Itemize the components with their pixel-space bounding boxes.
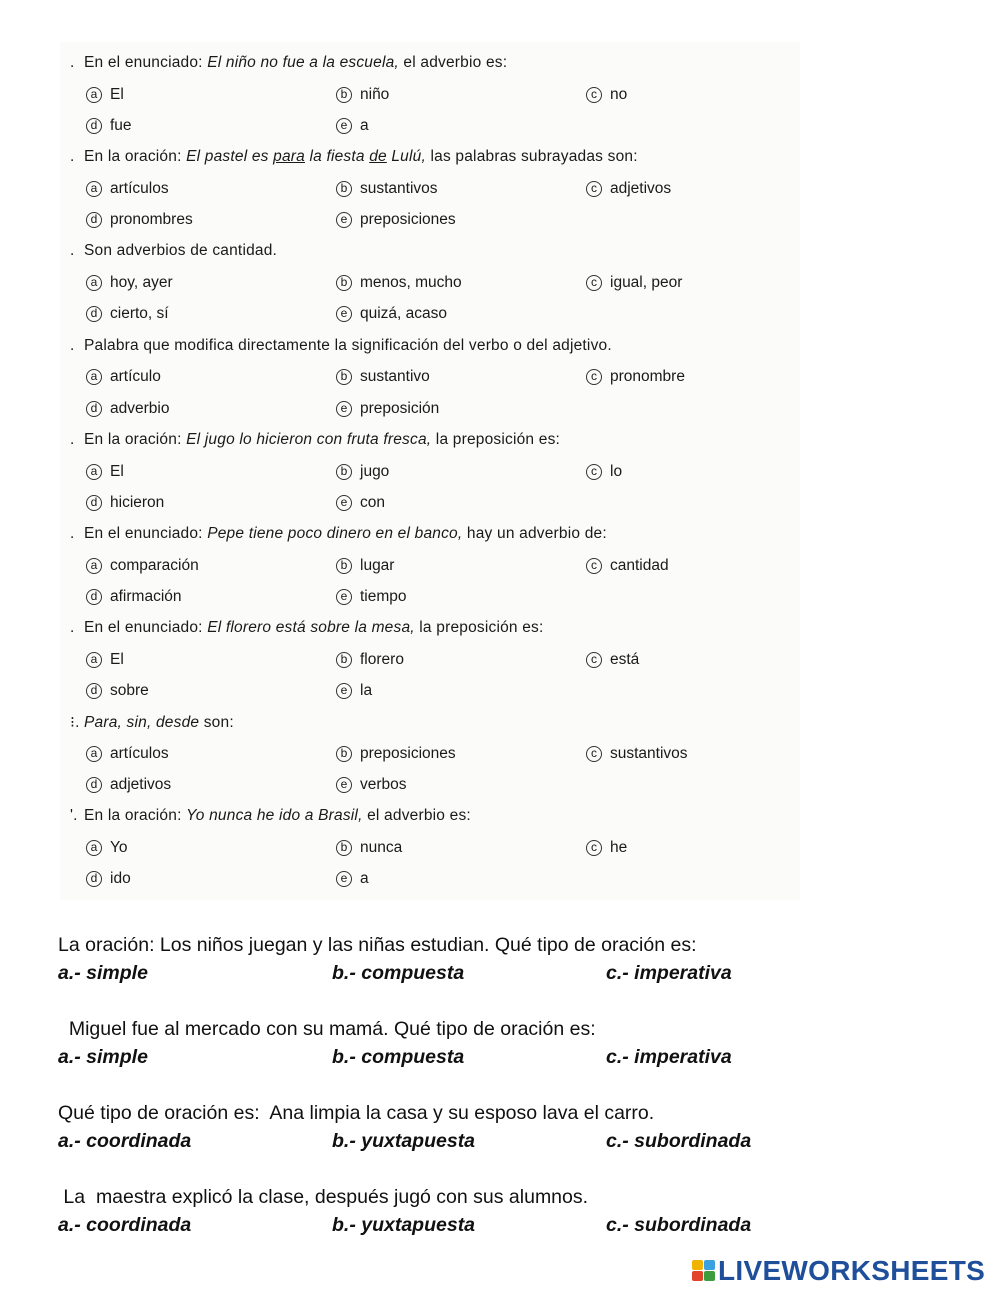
option-3a[interactable]: a hoy, ayer <box>86 274 173 292</box>
option-letter-badge: c <box>586 369 602 385</box>
option-1d[interactable]: d fue <box>86 117 132 135</box>
option-letter-badge: e <box>336 212 352 228</box>
option-5b[interactable]: b jugo <box>336 463 389 481</box>
option-2a[interactable]: a artículos <box>86 180 169 198</box>
option-letter-badge: b <box>336 369 352 385</box>
option-3e[interactable]: e quizá, acaso <box>336 305 447 323</box>
option-letter-badge: c <box>586 87 602 103</box>
option-8c[interactable]: c sustantivos <box>586 745 688 763</box>
underlined-word: de <box>369 148 387 165</box>
option-8d[interactable]: d adjetivos <box>86 776 171 794</box>
option-letter-badge: b <box>336 275 352 291</box>
option-letter-badge: d <box>86 118 102 134</box>
option-2d[interactable]: d pronombres <box>86 211 193 229</box>
answer-1a[interactable]: a.- simple <box>58 962 148 984</box>
typed-question-1: La oración: Los niños juegan y las niñas estudian. Qué tipo de oración es: <box>58 934 697 956</box>
option-letter-badge: e <box>336 871 352 887</box>
logo-blocks-icon <box>692 1260 716 1282</box>
option-4c[interactable]: c pronombre <box>586 368 685 386</box>
option-7d[interactable]: d sobre <box>86 682 149 700</box>
answer-1b[interactable]: b.- compuesta <box>332 962 465 984</box>
option-letter-badge: c <box>586 558 602 574</box>
option-letter-badge: c <box>586 840 602 856</box>
underlined-word: para <box>273 148 305 165</box>
option-letter-badge: a <box>86 652 102 668</box>
option-letter-badge: d <box>86 495 102 511</box>
option-1c[interactable]: c no <box>586 86 627 104</box>
typed-question-3: Qué tipo de oración es: Ana limpia la casa y su esposo lava el carro. <box>58 1102 655 1124</box>
option-7e[interactable]: e la <box>336 682 372 700</box>
option-letter-badge: e <box>336 118 352 134</box>
option-2c[interactable]: c adjetivos <box>586 180 671 198</box>
scanned-worksheet <box>60 42 800 900</box>
option-2b[interactable]: b sustantivos <box>336 180 438 198</box>
option-letter-badge: d <box>86 589 102 605</box>
option-4a[interactable]: a artículo <box>86 368 161 386</box>
option-2e[interactable]: e preposiciones <box>336 211 456 229</box>
option-6e[interactable]: e tiempo <box>336 588 407 606</box>
answer-4a[interactable]: a.- coordinada <box>58 1214 192 1236</box>
option-letter-badge: b <box>336 464 352 480</box>
option-letter-badge: b <box>336 87 352 103</box>
question-8: ⁝. Para, sin, desde son: <box>70 714 234 731</box>
option-6c[interactable]: c cantidad <box>586 557 669 575</box>
option-5a[interactable]: a El <box>86 463 124 481</box>
option-letter-badge: c <box>586 652 602 668</box>
option-letter-badge: e <box>336 495 352 511</box>
option-letter-badge: a <box>86 87 102 103</box>
option-letter-badge: a <box>86 181 102 197</box>
question-2: . En la oración: El pastel es para la fiesta de Lulú, las palabras subrayadas son: <box>70 148 638 165</box>
option-4b[interactable]: b sustantivo <box>336 368 430 386</box>
option-6a[interactable]: a comparación <box>86 557 199 575</box>
answer-3b[interactable]: b.- yuxtapuesta <box>332 1130 476 1152</box>
option-letter-badge: d <box>86 212 102 228</box>
option-letter-badge: c <box>586 275 602 291</box>
option-letter-badge: d <box>86 871 102 887</box>
option-letter-badge: a <box>86 275 102 291</box>
option-letter-badge: d <box>86 683 102 699</box>
option-1b[interactable]: b niño <box>336 86 389 104</box>
option-letter-badge: b <box>336 746 352 762</box>
option-4d[interactable]: d adverbio <box>86 400 169 418</box>
answer-4c[interactable]: c.- subordinada <box>606 1214 752 1236</box>
option-8e[interactable]: e verbos <box>336 776 407 794</box>
option-letter-badge: e <box>336 683 352 699</box>
question-5: . En la oración: El jugo lo hicieron con fruta fresca, la preposición es: <box>70 431 561 448</box>
option-letter-badge: a <box>86 558 102 574</box>
answer-3a[interactable]: a.- coordinada <box>58 1130 192 1152</box>
answer-1c[interactable]: c.- imperativa <box>606 962 732 984</box>
option-letter-badge: a <box>86 840 102 856</box>
option-letter-badge: c <box>586 746 602 762</box>
option-letter-badge: a <box>86 369 102 385</box>
question-4: . Palabra que modifica directamente la significación del verbo o del adjetivo. <box>70 337 612 354</box>
option-letter-badge: d <box>86 306 102 322</box>
option-7c[interactable]: c está <box>586 651 639 669</box>
option-5d[interactable]: d hicieron <box>86 494 164 512</box>
option-letter-badge: e <box>336 777 352 793</box>
option-letter-badge: e <box>336 401 352 417</box>
option-1e[interactable]: e a <box>336 117 369 135</box>
option-8a[interactable]: a artículos <box>86 745 169 763</box>
option-6d[interactable]: d afirmación <box>86 588 182 606</box>
answer-2c[interactable]: c.- imperativa <box>606 1046 732 1068</box>
logo-text: LIVEWORKSHEETS <box>718 1255 986 1286</box>
option-letter-badge: e <box>336 306 352 322</box>
option-letter-badge: a <box>86 746 102 762</box>
option-5c[interactable]: c lo <box>586 463 622 481</box>
answer-3c[interactable]: c.- subordinada <box>606 1130 752 1152</box>
answer-2a[interactable]: a.- simple <box>58 1046 148 1068</box>
option-5e[interactable]: e con <box>336 494 385 512</box>
answer-4b[interactable]: b.- yuxtapuesta <box>332 1214 476 1236</box>
question-6: . En el enunciado: Pepe tiene poco dinero en el banco, hay un adverbio de: <box>70 525 607 542</box>
option-3b[interactable]: b menos, mucho <box>336 274 462 292</box>
answer-2b[interactable]: b.- compuesta <box>332 1046 465 1068</box>
option-letter-badge: b <box>336 181 352 197</box>
option-3c[interactable]: c igual, peor <box>586 274 682 292</box>
option-1a[interactable]: a El <box>86 86 124 104</box>
typed-question-4: La maestra explicó la clase, después jugó con sus alumnos. <box>58 1186 589 1208</box>
question-3: . Son adverbios de cantidad. <box>70 242 278 259</box>
typed-question-2: Miguel fue al mercado con su mamá. Qué tipo de oración es: <box>58 1018 596 1040</box>
option-letter-badge: b <box>336 558 352 574</box>
option-9d[interactable]: d ido <box>86 870 131 888</box>
option-6b[interactable]: b lugar <box>336 557 394 575</box>
option-letter-badge: c <box>586 464 602 480</box>
option-9a[interactable]: a Yo <box>86 839 128 857</box>
option-letter-badge: d <box>86 401 102 417</box>
option-7a[interactable]: a El <box>86 651 124 669</box>
option-9b[interactable]: b nunca <box>336 839 402 857</box>
question-7: . En el enunciado: El florero está sobre la mesa, la preposición es: <box>70 619 544 636</box>
option-letter-badge: e <box>336 589 352 605</box>
option-9e[interactable]: e a <box>336 870 369 888</box>
option-9c[interactable]: c he <box>586 839 627 857</box>
option-letter-badge: b <box>336 652 352 668</box>
option-8b[interactable]: b preposiciones <box>336 745 456 763</box>
option-3d[interactable]: d cierto, sí <box>86 305 169 323</box>
option-letter-badge: b <box>336 840 352 856</box>
question-9: '. En la oración: Yo nunca he ido a Brasil, el adverbio es: <box>70 807 471 824</box>
question-1: . En el enunciado: El niño no fue a la escuela, el adverbio es: <box>70 54 508 71</box>
option-4e[interactable]: e preposición <box>336 400 439 418</box>
option-7b[interactable]: b florero <box>336 651 404 669</box>
liveworksheets-logo[interactable] <box>692 1256 985 1286</box>
option-letter-badge: d <box>86 777 102 793</box>
option-letter-badge: a <box>86 464 102 480</box>
option-letter-badge: c <box>586 181 602 197</box>
